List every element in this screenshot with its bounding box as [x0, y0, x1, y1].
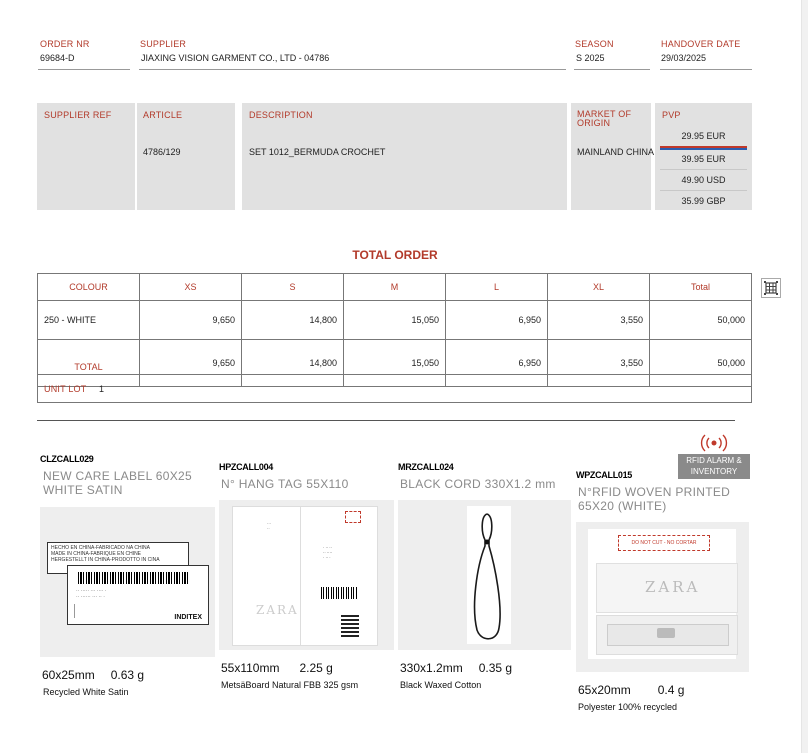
supplier-value: JIAXING VISION GARMENT CO., LTD - 04786	[141, 53, 330, 63]
col-header-xs: XS	[140, 274, 242, 301]
rfid-badge-line1: RFID ALARM &	[686, 456, 742, 465]
row-xl: 3,550	[548, 301, 650, 340]
trim-weight: 0.35 g	[478, 661, 513, 675]
market-label-line1: MARKET OF	[577, 109, 632, 119]
row-s: 14,800	[242, 301, 344, 340]
description-label: DESCRIPTION	[249, 110, 313, 120]
unit-lot-label: UNIT LOT	[44, 384, 87, 394]
trim-rfid-woven	[576, 470, 751, 513]
trim-dims: 60x25mm	[42, 668, 95, 682]
trim-weight: 2.25 g	[299, 661, 333, 675]
hang-tag-front	[300, 506, 378, 646]
pvp-label: PVP	[662, 110, 681, 120]
hang-tag-image	[219, 500, 394, 650]
description-box	[242, 103, 567, 210]
col-header-m: M	[344, 274, 446, 301]
market-value: MAINLAND CHINA	[577, 147, 655, 157]
trim-code: CLZCALL029	[40, 454, 94, 464]
order-table	[37, 273, 752, 387]
cord-image	[398, 500, 571, 650]
row-m: 15,050	[344, 301, 446, 340]
col-header-total: Total	[650, 274, 752, 301]
row-colour: 250 - WHITE	[38, 301, 140, 340]
trim-name	[578, 485, 751, 513]
care-label-text-1: HECHO EN CHINA-FABRICADO NA CHINA	[51, 545, 150, 551]
hang-tag-red-mark	[345, 511, 361, 523]
trim-name-line1: N°RFID WOVEN PRINTED	[578, 485, 731, 499]
cord-image-bg	[467, 506, 511, 644]
rfid-signal-icon	[678, 432, 750, 454]
cord-dims	[400, 661, 512, 675]
rfid-chip-icon	[657, 628, 675, 638]
trim-code: HPZCALL004	[219, 462, 274, 472]
hang-tag-print: ··· ··	[267, 521, 271, 531]
total-m: 15,050	[344, 340, 446, 387]
row-l: 6,950	[446, 301, 548, 340]
pvp-price-gbp: 35.99 GBP	[681, 196, 726, 206]
handover-date-label: HANDOVER DATE	[661, 39, 741, 49]
article-box	[137, 103, 235, 210]
trim-name: BLACK CORD 330X1.2 mm	[400, 477, 556, 491]
unit-lot-value: 1	[99, 384, 105, 394]
market-box	[571, 103, 655, 210]
col-header-s: S	[242, 274, 344, 301]
trim-code: MRZCALL024	[398, 462, 454, 472]
table-view-button[interactable]	[761, 278, 781, 298]
table-grid-icon	[762, 279, 780, 297]
rfid-dims	[578, 683, 684, 697]
pvp-price-usd: 49.90 USD	[660, 170, 747, 191]
trim-name-line2: 65X20 (WHITE)	[578, 499, 667, 513]
handover-date-field	[660, 53, 752, 70]
trim-weight: 0.4 g	[657, 683, 685, 697]
rfid-label-bottom	[596, 615, 738, 655]
supplier-ref-box	[37, 103, 135, 210]
hang-tag-back	[232, 506, 302, 646]
care-label-text-3: HERGESTELLT IN CHINA-PRODOTTO IN CINA	[51, 557, 160, 563]
trim-name-line2: WHITE SATIN	[43, 483, 123, 497]
cord-icon	[467, 506, 511, 644]
trim-black-cord	[398, 462, 573, 491]
order-nr-field	[38, 53, 130, 70]
care-label-image	[40, 507, 215, 657]
article-value: 4786/129	[143, 147, 181, 157]
supplier-ref-label: SUPPLIER REF	[44, 110, 112, 120]
scrollbar[interactable]	[801, 0, 808, 753]
total-total: 50,000	[650, 340, 752, 387]
barcode-icon	[78, 572, 188, 584]
col-header-l: L	[446, 274, 548, 301]
trim-name	[43, 469, 215, 497]
zara-logo-faint: ZARA	[256, 603, 299, 617]
handover-date-value: 29/03/2025	[661, 53, 707, 63]
rfid-label-image	[576, 522, 749, 672]
trim-care-label	[40, 454, 215, 497]
order-table-header	[38, 274, 752, 301]
trim-material: Polyester 100% recycled	[578, 702, 678, 712]
total-s: 14,800	[242, 340, 344, 387]
trim-dims: 65x20mm	[578, 683, 631, 697]
inditex-logo: INDITEX	[174, 614, 202, 621]
care-label-dims	[42, 668, 144, 682]
rfid-cut-mark: DO NOT CUT - NO CORTAR	[618, 535, 710, 551]
order-nr-value: 69684-D	[40, 53, 75, 63]
pvp-box	[655, 103, 752, 210]
trim-material: MetsäBoard Natural FBB 325 gsm	[221, 680, 359, 690]
care-label-text-2: MADE IN CHINA-FABRIQUE EN CHINE	[51, 551, 142, 557]
row-total: 50,000	[650, 301, 752, 340]
rfid-label-bg	[588, 529, 736, 659]
pvp-price-eur-1: 29.95 EUR	[660, 127, 747, 148]
season-label: SEASON	[575, 39, 614, 49]
care-label-fold	[68, 604, 75, 618]
total-label: TOTAL	[38, 340, 140, 387]
care-label-front	[67, 565, 209, 625]
care-label-codes: ·· ····· ··· ···· · ·· ······ ··· ·· ·	[76, 588, 107, 600]
description-value: SET 1012_BERMUDA CROCHET	[249, 147, 386, 157]
table-row	[38, 301, 752, 340]
order-nr-label: ORDER NR	[40, 39, 90, 49]
unit-lot-box	[37, 374, 752, 403]
supplier-label: SUPPLIER	[140, 39, 187, 49]
hang-tag-sizes	[341, 615, 359, 637]
col-header-colour: COLOUR	[38, 274, 140, 301]
total-order-title: TOTAL ORDER	[352, 248, 438, 262]
trim-weight: 0.63 g	[110, 668, 145, 682]
care-label-text	[48, 543, 188, 565]
trim-material: Black Waxed Cotton	[400, 680, 482, 690]
hang-tag-text: · ·· ·· ·· ···· · ·· ·	[323, 545, 333, 560]
trim-dims: 55x110mm	[221, 661, 280, 675]
supplier-field	[139, 53, 566, 70]
total-xs: 9,650	[140, 340, 242, 387]
col-header-xl: XL	[548, 274, 650, 301]
total-l: 6,950	[446, 340, 548, 387]
pvp-price-list	[655, 127, 752, 211]
trim-dims: 330x1.2mm	[400, 661, 463, 675]
hang-tag-barcode-icon	[321, 587, 357, 599]
pvp-price-eur-2: 39.95 EUR	[660, 148, 747, 170]
season-value: S 2025	[576, 53, 605, 63]
rfid-label-top	[596, 563, 738, 613]
market-label	[577, 110, 631, 128]
trim-name-line1: NEW CARE LABEL 60X25	[43, 469, 192, 483]
trim-material: Recycled White Satin	[43, 687, 129, 697]
row-xs: 9,650	[140, 301, 242, 340]
article-label: ARTICLE	[143, 110, 183, 120]
zara-logo-faint: ZARA	[645, 578, 701, 596]
trim-name: N° HANG TAG 55X110	[221, 477, 349, 491]
season-field	[574, 53, 650, 70]
trim-hang-tag	[219, 462, 394, 491]
rfid-badge-line2: INVENTORY	[690, 467, 738, 476]
hang-tag-dims	[221, 661, 333, 675]
trim-code: WPZCALL015	[576, 470, 633, 480]
total-xl: 3,550	[548, 340, 650, 387]
market-label-line2: ORIGIN	[577, 118, 611, 128]
section-divider	[37, 420, 735, 421]
